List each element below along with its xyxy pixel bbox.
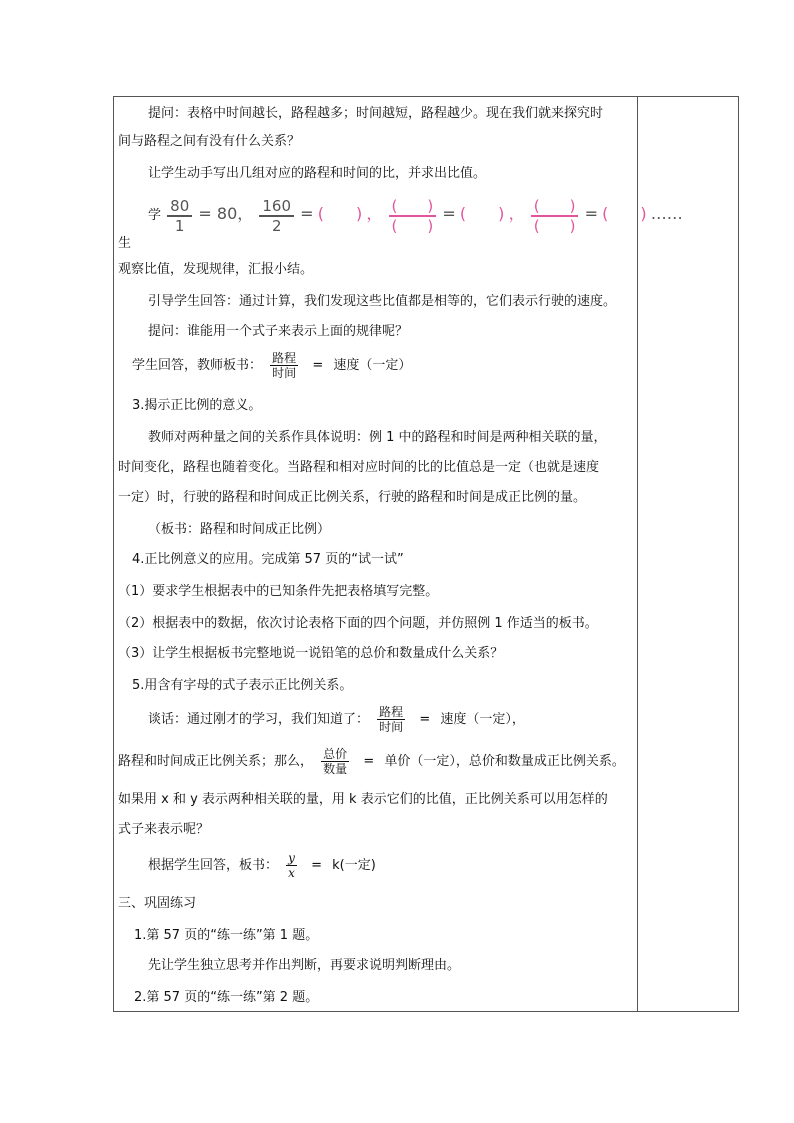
yx-formula-line: [148, 848, 376, 884]
text-fragment: 单价（一定），总价和数量成正比例关系。: [384, 754, 625, 769]
text-line: 提问：表格中时间越长，路程越多；时间越短，路程越少。现在我们就来探究时: [148, 106, 604, 121]
ratio-formula-line: [148, 196, 683, 235]
text-line: 如果用 x 和 y 表示两种相关联的量，用 k 表示它们的比值，正比例关系可以用怎样的: [118, 792, 608, 807]
numerator: ( ): [389, 197, 437, 217]
text-fragment: k(一定): [332, 858, 376, 873]
denominator: 数量: [323, 762, 348, 776]
ellipsis: ……: [650, 204, 683, 223]
fraction-total-qty: [321, 747, 349, 776]
denominator: ( ): [533, 216, 576, 235]
blank-answer: ( ): [317, 204, 363, 223]
fraction-road-time: [377, 705, 405, 734]
fraction-road-time: [270, 351, 298, 380]
fraction-80-1: [167, 197, 192, 235]
numerator: 160: [259, 197, 294, 217]
fraction-160-2: [259, 197, 294, 235]
denominator: 时间: [379, 720, 404, 734]
text-line: 5.用含有字母的式子表示正比例关系。: [132, 678, 353, 693]
numerator: ( ): [531, 197, 579, 217]
speed-formula-line-2: [148, 702, 525, 738]
text-line: 一定）时，行驶的路程和时间成正比例关系，行驶的路程和时间是成正比例的量。: [118, 490, 587, 505]
text-fragment: 学生回答，教师板书：: [132, 358, 263, 373]
equals-sign: =: [584, 204, 598, 223]
text-fragment: 谈话：通过刚才的学习，我们知道了：: [148, 712, 370, 727]
numerator: 路程: [379, 705, 404, 719]
denominator: 1: [174, 216, 185, 235]
section-heading: 三、巩固练习: [118, 896, 197, 911]
fraction-y-x: [286, 851, 297, 880]
equals-sign: =: [311, 858, 322, 873]
text-line: 4.正比例意义的应用。完成第 57 页的“试一试”: [132, 552, 404, 567]
text-line: 间与路程之间有没有什么关系？: [118, 134, 301, 149]
text-line: 让学生动手写出几组对应的路程和时间的比，并求出比值。: [148, 166, 487, 181]
numerator: y: [288, 851, 295, 865]
text-fragment: 速度（一定），: [440, 712, 525, 727]
text-line: 提问：谁能用一个式子来表示上面的规律呢？: [148, 324, 409, 339]
price-formula-line: [118, 744, 625, 780]
equals-sign: =: [442, 204, 456, 223]
numerator: 总价: [323, 747, 348, 761]
numerator: 路程: [272, 351, 297, 365]
denominator: 2: [271, 216, 282, 235]
numerator: 80: [167, 197, 192, 217]
text-line: （2）根据表中的数据，依次讨论表格下面的四个问题，并仿照例 1 作适当的板书。: [118, 616, 598, 631]
text-line: 先让学生独立思考并作出判断，再要求说明判断理由。: [148, 958, 461, 973]
blank-answer: ( ): [459, 204, 505, 223]
denominator: ( ): [391, 216, 434, 235]
equals-sign: =: [419, 712, 431, 727]
blank-answer: ( ): [602, 204, 647, 223]
text-line: 3.揭示正比例的意义。: [132, 398, 262, 413]
text-line: （板书：路程和时间成正比例）: [148, 522, 331, 537]
text-fragment: 根据学生回答，板书：: [148, 858, 279, 873]
separator: ，: [366, 204, 383, 223]
text-line: （1）要求学生根据表中的已知条件先把表格填写完整。: [118, 584, 439, 599]
text-line: 2.第 57 页的“练一练”第 2 题。: [134, 990, 319, 1005]
equals-sign: =: [363, 754, 375, 769]
text-line: 引导学生回答：通过计算，我们发现这些比值都是相等的，它们表示行驶的速度。: [148, 294, 617, 309]
text-line: （3）让学生根据板书完整地说一说铅笔的总价和数量成什么关系？: [118, 646, 504, 661]
speed-formula-line: [132, 348, 411, 384]
text-fragment: 路程和时间成正比例关系；那么，: [118, 754, 314, 769]
text-line: 式子来表示呢？: [118, 822, 210, 837]
blank-fraction: [531, 197, 579, 235]
text-fragment: 学: [148, 208, 162, 223]
text-line: 观察比值，发现规律，汇报小结。: [118, 262, 314, 277]
text-line: 教师对两种量之间的关系作具体说明：例 1 中的路程和时间是两种相关联的量，: [148, 430, 607, 445]
text-line: 1.第 57 页的“练一练”第 1 题。: [134, 928, 319, 943]
blank-fraction: [389, 197, 437, 235]
text-line: 时间变化，路程也随着变化。当路程和相对应时间的比的比值总是一定（也就是速度: [118, 460, 600, 475]
denominator: 时间: [272, 366, 297, 380]
denominator: x: [288, 866, 295, 880]
equals-sign: =: [312, 358, 324, 373]
result-80: = 80，: [198, 204, 254, 223]
equals-sign: =: [300, 204, 314, 223]
text-fragment: 速度（一定）: [333, 358, 412, 373]
text-fragment: 生: [118, 236, 132, 251]
separator: ，: [508, 204, 525, 223]
